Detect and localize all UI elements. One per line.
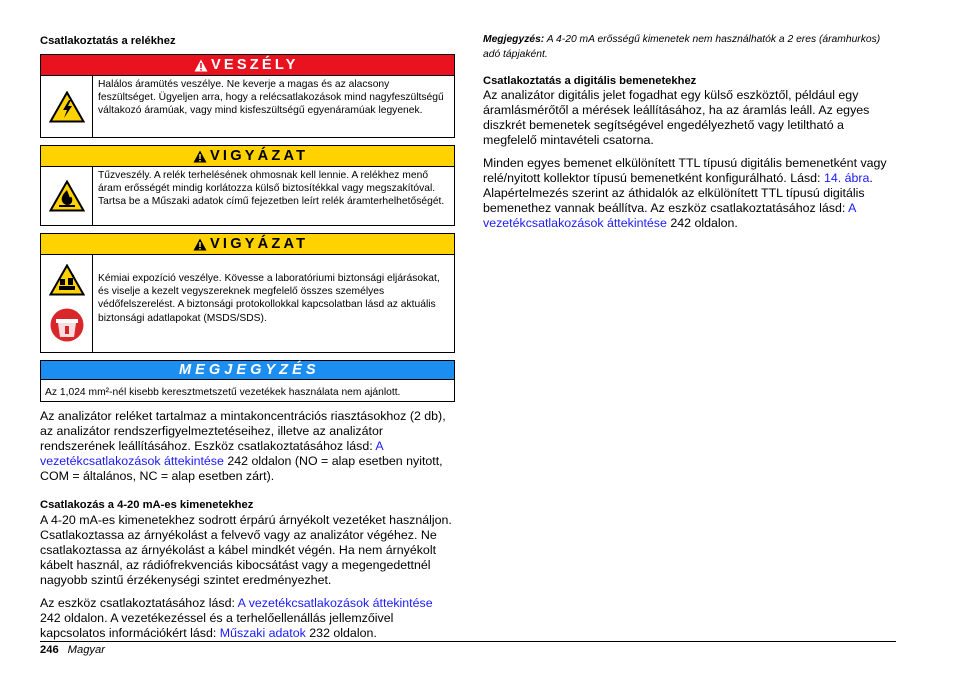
notice-title: MEGJEGYZÉS: [179, 362, 320, 378]
warning-triangle-icon: [194, 59, 208, 72]
note-label: Megjegyzés:: [483, 34, 545, 45]
digital-paragraph-1: Az analizátor digitális jelet fogadhat egy külső eszköztől, például egy áramlásmérőtől a mérések leállításához, ha az áramlás leáll. Az egyes diszkrét bemenetek segítségével engedélyezhető vagy letiltható a megfelelő mintavételi csatorna.: [483, 88, 870, 147]
wiring-overview-link[interactable]: A vezetékcsatlakozások áttekintése: [483, 201, 856, 230]
relay-paragraph: Az analizátor reléket tartalmaz a mintakoncentrációs riasztásokhoz (2 db), az analizátor rendszerfigyelmeztetéseihez, illetve az analizátor rendszerének leállításához. Eszköz csatlakoztatásához lásd: A vezetékcsatlakozások áttekintése 242 oldalon (NO = alap esetben nyitott, COM = általános, NC = alap esetben zárt).: [40, 409, 446, 483]
output-heading: Csatlakozás a 4-20 mA-es kimenetekhez: [40, 499, 254, 511]
footer-language: Magyar: [67, 644, 105, 656]
flammable-icon: [49, 180, 85, 212]
face-shield-icon: [50, 307, 84, 343]
warning-chemical-text: Kémiai expozíció veszélye. Kövesse a laboratóriumi biztonsági eljárásokat, és viselje a kezelt vegyszereknek megfelelő összes személyes védőfelszerelést. A biztonsági protokollokkal kapcsolatban lásd az aktuális biztonsági adatlapokat (MSDS/SDS).: [98, 273, 440, 324]
figure-14-link[interactable]: 14. ábra: [823, 171, 870, 185]
warning-fire-text: Tűzveszély. A relék terhelésének ohmosnak kell lennie. A relékhez menő áram erősségét mindig korlátozza külső biztosítékkal vagy megszakítóval. Tartsa be a Műszaki adatok című fejezetben leírt relék áramterhelhetőségét.: [98, 170, 445, 208]
output-note: Megjegyzés: A 4-20 mA erősségű kimenetek nem használhatók a 2 eres (áramhurkos) adó tápjaként.: [483, 34, 881, 60]
left-column: [40, 30, 455, 641]
right-column: [483, 32, 896, 231]
footer-divider: [40, 641, 896, 642]
page-number: 246: [40, 644, 59, 656]
danger-title: VESZÉLY: [211, 57, 299, 73]
notice-text: Az 1,024 mm²-nél kisebb keresztmetszetű vezetékek használata nem ajánlott.: [45, 387, 401, 398]
warning-title: VIGYÁZAT: [210, 236, 309, 252]
warning-triangle-icon: [193, 238, 207, 251]
warning-title: VIGYÁZAT: [210, 148, 309, 164]
warning-header: [41, 146, 454, 167]
page-footer: [40, 643, 105, 657]
wiring-overview-link[interactable]: A vezetékcsatlakozások áttekintése: [237, 596, 433, 610]
danger-box: [40, 54, 455, 138]
output-reference-paragraph: Az eszköz csatlakoztatásához lásd: A vezetékcsatlakozások áttekintése 242 oldalon. A vezetékezéssel és a terhelőellenállás jellemzőivel kapcsolatos információkért lásd: Műszaki adatok 232 oldalon.: [40, 596, 433, 640]
warning-box-fire: [40, 145, 455, 226]
wiring-overview-link[interactable]: A vezetékcsatlakozások áttekintése: [40, 439, 384, 468]
relay-heading: Csatlakoztatás a relékhez: [40, 35, 176, 47]
technical-data-link[interactable]: Műszaki adatok: [219, 626, 306, 640]
chemical-hazard-icon: [49, 264, 85, 296]
danger-header: [41, 55, 454, 76]
danger-text: Halálos áramütés veszélye. Ne keverje a magas és az alacsony feszültséget. Ügyeljen arra, hogy a relécsatlakozások mind nagyfeszültségű váltakozó áramúak, vagy mind kisfeszültségű egyenáramúak legyenek.: [98, 79, 444, 117]
output-paragraph: A 4-20 mA-es kimenetekhez sodrott érpárú árnyékolt vezetéket használjon. Csatlakoztassa az árnyékolást a felvevő vagy az analizátor végéhez. Ne csatlakoztassa az árnyékolást a kábel mindkét végén. Ha nem árnyékolt kábelt használ, az rádiófrekvenciás kibocsátást vagy a megengedettnél nagyobb szintű érzékenységi szintet eredményezhet.: [40, 513, 452, 587]
digital-paragraph-2: Minden egyes bemenet elkülönített TTL típusú digitális bemenetként vagy relé/nyitott kollektor típusú bemenetként konfigurálható. Lásd: 14. ábra. Alapértelmezés szerint az áthidalók az elkülönített TTL típusú digitális bemenethez vannak beállítva. Az eszköz csatlakoztatásához lásd: A vezetékcsatlakozások áttekintése 242 oldalon.: [483, 156, 887, 230]
digital-heading: Csatlakoztatás a digitális bemenetekhez: [483, 75, 697, 87]
notice-box: [40, 360, 455, 402]
warning-header: [41, 234, 454, 255]
notice-header: [41, 361, 454, 380]
warning-triangle-icon: [193, 150, 207, 163]
electrical-shock-icon: [49, 91, 85, 123]
warning-box-chemical: [40, 233, 455, 353]
